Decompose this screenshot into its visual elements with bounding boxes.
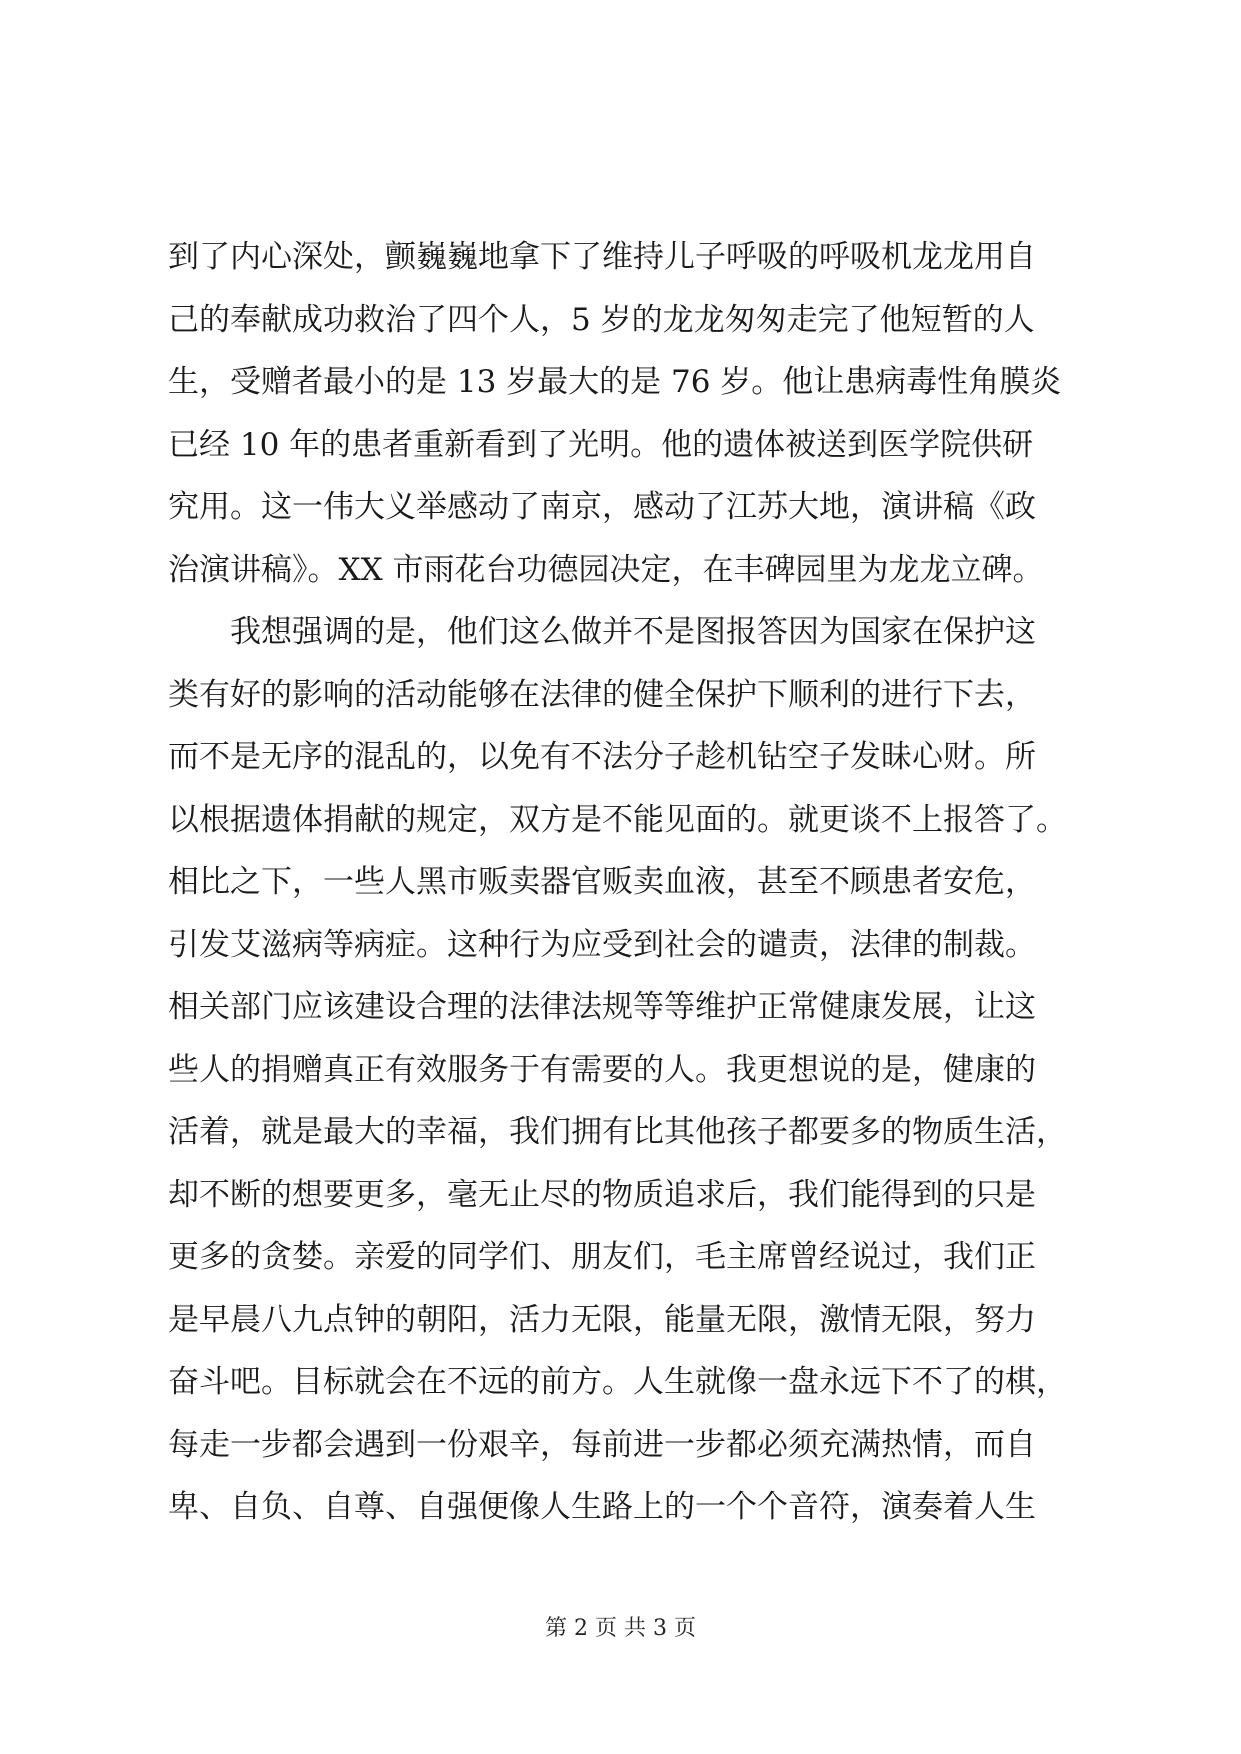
- text-line: 己的奉献成功救治了四个人，5 岁的龙龙匆匆走完了他短暂的人: [168, 301, 1035, 338]
- text-line: 些人的捐赠真正有效服务于有需要的人。我更想说的是，健康的: [168, 1051, 1036, 1088]
- text-line: 类有好的影响的活动能够在法律的健全保护下顺利的进行下去，: [168, 676, 1036, 713]
- text-line: 是早晨八九点钟的朝阳，活力无限，能量无限，激情无限，努力: [168, 1301, 1036, 1338]
- text-line: 到了内心深处，颤巍巍地拿下了维持儿子呼吸的呼吸机龙龙用自: [168, 239, 1036, 275]
- text-line: 活着，就是最大的幸福，我们拥有比其他孩子都要多的物质生活，: [168, 1114, 1067, 1150]
- text-line: 究用。这一伟大义举感动了南京，感动了江苏大地，演讲稿《政: [168, 489, 1036, 525]
- text-line: 却不断的想要更多，毫无止尽的物质追求后，我们能得到的只是: [168, 1176, 1036, 1213]
- text-line: 以根据遗体捐献的规定，双方是不能见面的。就更谈不上报答了。: [168, 801, 1067, 838]
- text-line: 卑、自负、自尊、自强便像人生路上的一个个音符，演奏着人生: [168, 1489, 1036, 1525]
- text-line: 奋斗吧。目标就会在不远的前方。人生就像一盘永远下不了的棋，: [168, 1364, 1067, 1400]
- text-line: 而不是无序的混乱的，以免有不法分子趁机钻空子发昧心财。所: [168, 739, 1036, 775]
- text-line: 相关部门应该建设合理的法律法规等等维护正常健康发展，让这: [168, 989, 1036, 1025]
- body-text: [168, 226, 1088, 1539]
- text-line: 我想强调的是，他们这么做并不是图报答因为国家在保护这: [168, 614, 1036, 650]
- text-line: 每走一步都会遇到一份艰辛，每前进一步都必须充满热情，而自: [168, 1426, 1036, 1463]
- text-line: 更多的贪婪。亲爱的同学们、朋友们，毛主席曾经说过，我们正: [168, 1239, 1036, 1275]
- text-line: 相比之下，一些人黑市贩卖器官贩卖血液，甚至不顾患者安危，: [168, 864, 1036, 900]
- text-line: 已经 10 年的患者重新看到了光明。他的遗体被送到医学院供研: [168, 426, 1034, 463]
- text-line: 生，受赠者最小的是 13 岁最大的是 76 岁。他让患病毒性角膜炎: [168, 364, 1062, 400]
- text-line: 引发艾滋病等病症。这种行为应受到社会的谴责，法律的制裁。: [168, 926, 1036, 963]
- text-line: 治演讲稿》。XX 市雨花台功德园决定，在丰碑园里为龙龙立碑。: [168, 551, 1044, 588]
- page-footer: 第 2 页 共 3 页: [545, 1616, 696, 1641]
